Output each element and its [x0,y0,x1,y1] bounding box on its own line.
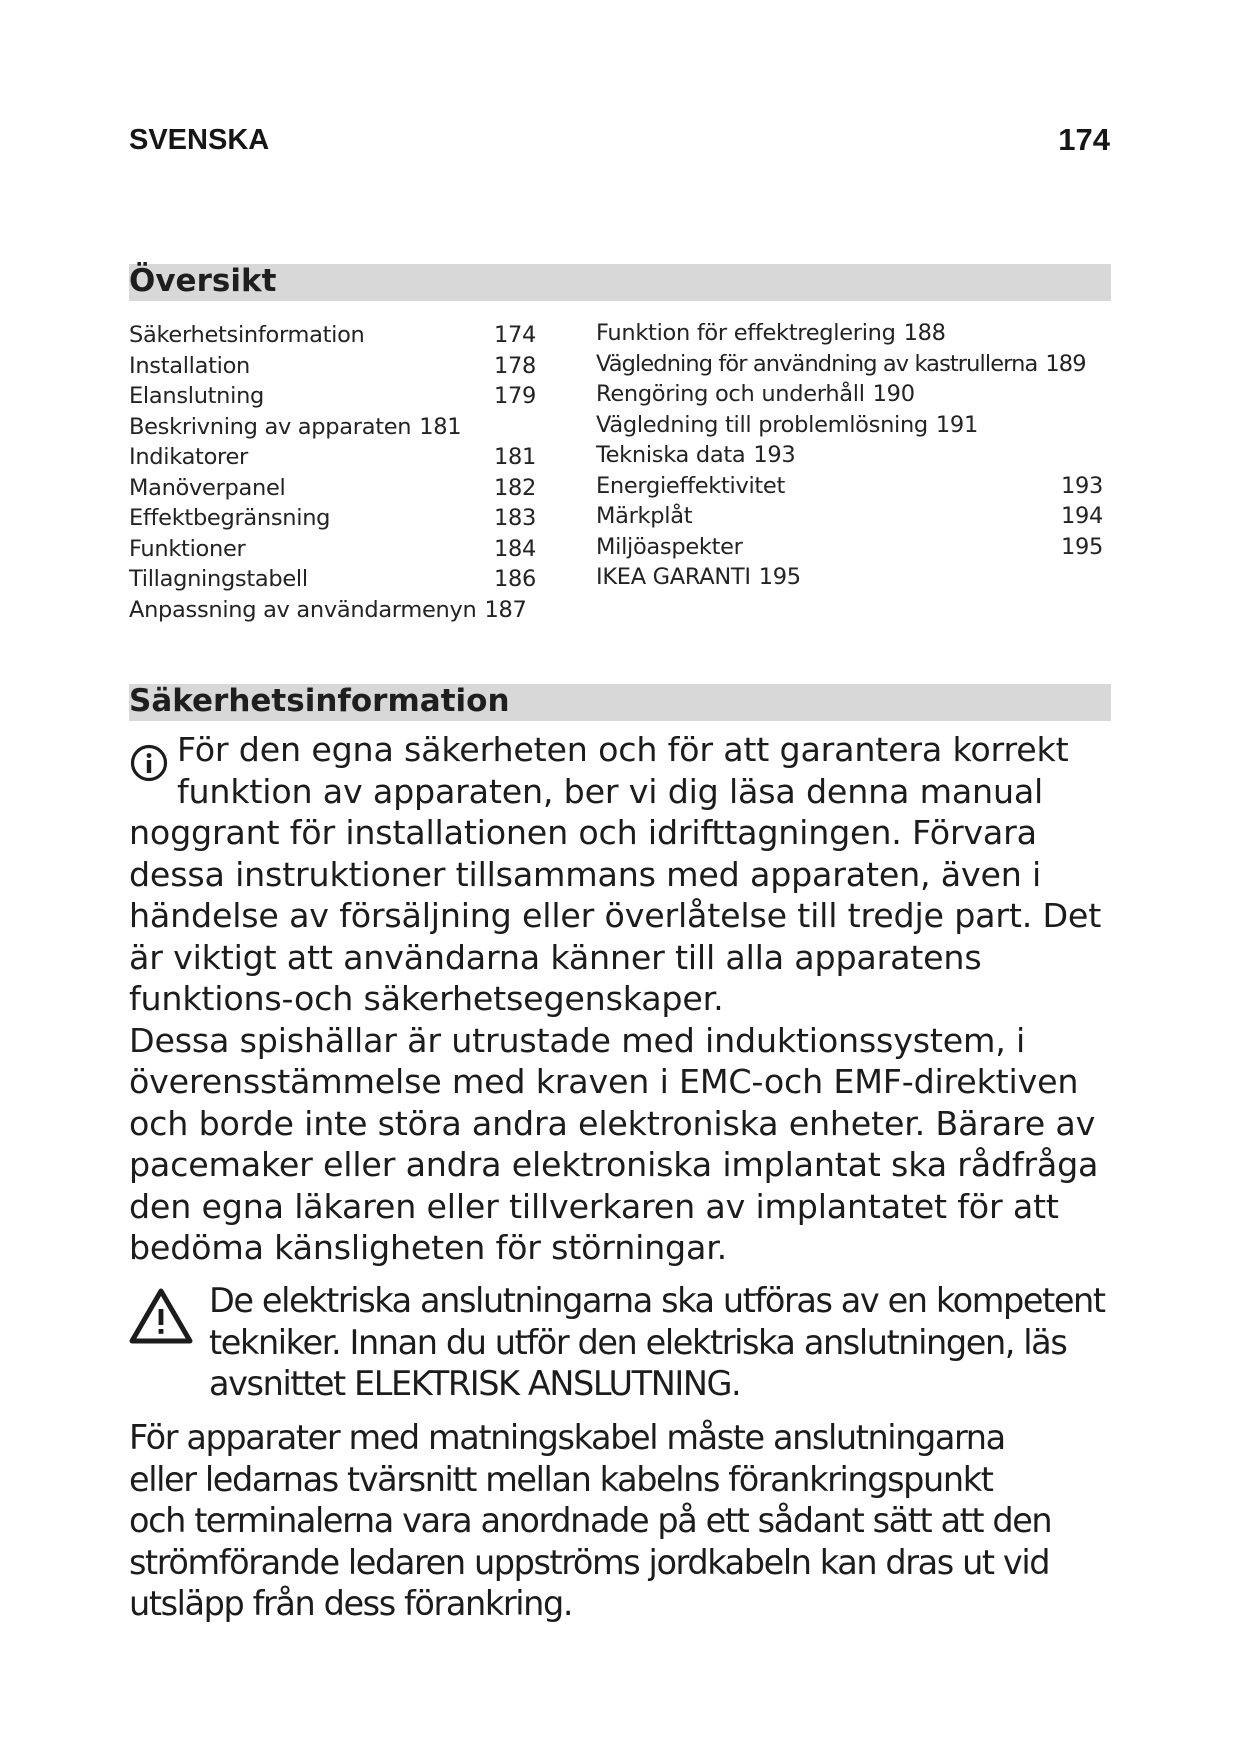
toc-entry[interactable] [129,475,549,506]
safety-intro-paragraph [129,729,1109,1269]
page-number: 174 [1058,122,1110,157]
text-line: funktions-och säkerhetsegenskaper. [129,979,724,1018]
text-line: Dessa spishällar är utrustade med induktionssystem, i [129,1020,1026,1060]
text-line: För apparater med matningskabel måste anslutningarna [129,1418,1005,1457]
text-line: bedöma känsligheten för störningar. [129,1228,728,1267]
toc-entry-page: 174 [494,322,537,348]
toc-entry-page: 195 [758,564,801,590]
toc-entry[interactable] [596,534,1116,565]
text-line: avsnittet ELEKTRISK ANSLUTNING. [209,1364,741,1403]
text-line: tekniker. Innan du utför den elektriska anslutningen, läs [209,1322,1067,1362]
text-line: funktion av apparaten, ber vi dig läsa denna manual [177,771,1044,811]
toc-entry[interactable] [596,412,1116,443]
text-line: eller ledarnas tvärsnitt mellan kabelns förankringspunkt [129,1459,993,1499]
toc-entry-title: Elanslutning [129,383,265,409]
text-line: och terminalerna vara anordnade på ett sådant sätt att den [129,1501,1052,1540]
language-label: SVENSKA [129,124,270,156]
toc-entry[interactable] [596,320,1116,351]
text-line: utsläpp från dess förankring. [129,1584,573,1623]
toc-right-column [596,320,1116,595]
toc-entry-page: 186 [494,566,537,592]
text-line: den egna läkaren eller tillverkaren av implantatet för att [129,1186,1059,1226]
toc-entry[interactable] [596,351,1116,382]
toc-entry-page: 187 [484,596,527,623]
toc-entry-title: Vägledning för användning av kastrullerna [596,350,1038,377]
warning-triangle-icon [128,1287,194,1345]
toc-entry-page: 193 [1061,472,1104,499]
toc-entry[interactable] [129,505,549,536]
toc-entry[interactable] [129,597,549,628]
toc-entry-title: Anpassning av användarmenyn [129,596,477,623]
text-line: och borde inte störa andra elektroniska enheter. Bärare av [129,1103,1096,1143]
toc-entry[interactable] [129,566,549,597]
text-line: För den egna säkerheten och för att garantera korrekt [177,730,1069,769]
toc-entry-title: Tillagningstabell [129,566,308,592]
toc-entry-page: 179 [494,383,537,409]
electrical-warning-paragraph [209,1280,1109,1405]
text-line: strömförande ledaren uppströms jordkabeln kan dras ut vid [129,1542,1050,1582]
text-line: De elektriska anslutningarna ska utföras av en kompetent [209,1281,1105,1320]
toc-entry-page: 184 [494,535,537,562]
text-line: noggrant för installationen och idrifttagningen. Förvara [129,813,1037,852]
toc-entry-page: 183 [494,505,537,531]
toc-entry-title: Säkerhetsinformation [129,322,365,348]
toc-entry[interactable] [596,442,1116,473]
cable-paragraph [129,1417,1109,1625]
toc-entry-page: 181 [494,444,537,470]
text-line: överensstämmelse med kraven i EMC-och EMF-direktiven [129,1062,1079,1101]
toc-entry[interactable] [129,322,549,353]
toc-entry-title: Energieffektivitet [596,472,785,499]
toc-entry[interactable] [129,444,549,475]
toc-entry-page: 188 [903,320,946,346]
toc-entry-page: 194 [1061,503,1104,529]
toc-entry-page: 193 [753,442,796,468]
toc-entry-title: Funktion för effektreglering [596,320,896,346]
text-line: händelse av försäljning eller överlåtelse till tredje part. Det [129,896,1102,935]
toc-entry[interactable] [129,353,549,384]
toc-entry-page: 182 [494,474,537,501]
toc-entry[interactable] [129,383,549,414]
toc-entry-title: Beskrivning av apparaten [129,413,412,440]
toc-entry-title: Funktioner [129,535,246,562]
toc-entry-page: 191 [935,411,978,438]
toc-entry-title: IKEA GARANTI [596,564,751,590]
toc-entry-page: 189 [1045,350,1086,377]
toc-entry-title: Rengöring och underhåll [596,381,865,407]
overview-title: Översikt [129,263,277,299]
toc-entry-title: Indikatorer [129,444,248,470]
text-line: pacemaker eller andra elektroniska implantat ska rådfråga [129,1145,1099,1184]
safety-title: Säkerhetsinformation [129,683,510,719]
toc-entry-title: Installation [129,352,251,379]
text-line: är viktigt att användarna känner till alla apparatens [129,937,982,977]
toc-entry-page: 195 [1061,533,1104,560]
toc-entry-page: 190 [872,381,915,407]
toc-entry[interactable] [129,536,549,567]
text-line: dessa instruktioner tillsammans med apparaten, även i [129,854,1042,894]
toc-entry-title: Vägledning till problemlösning [596,411,928,438]
toc-entry[interactable] [596,503,1116,534]
toc-entry-title: Manöverpanel [129,474,286,501]
toc-entry-title: Effektbegränsning [129,505,331,531]
toc-entry-title: Miljöaspekter [596,533,743,560]
toc-entry[interactable] [596,564,1116,595]
toc-entry-title: Tekniska data [596,442,746,468]
toc-entry-page: 178 [494,352,537,379]
toc-entry[interactable] [129,414,549,445]
toc-left-column [129,322,549,627]
toc-entry-page: 181 [419,413,462,440]
toc-entry-title: Märkplåt [596,503,693,529]
toc-entry[interactable] [596,381,1116,412]
toc-entry[interactable] [596,473,1116,504]
